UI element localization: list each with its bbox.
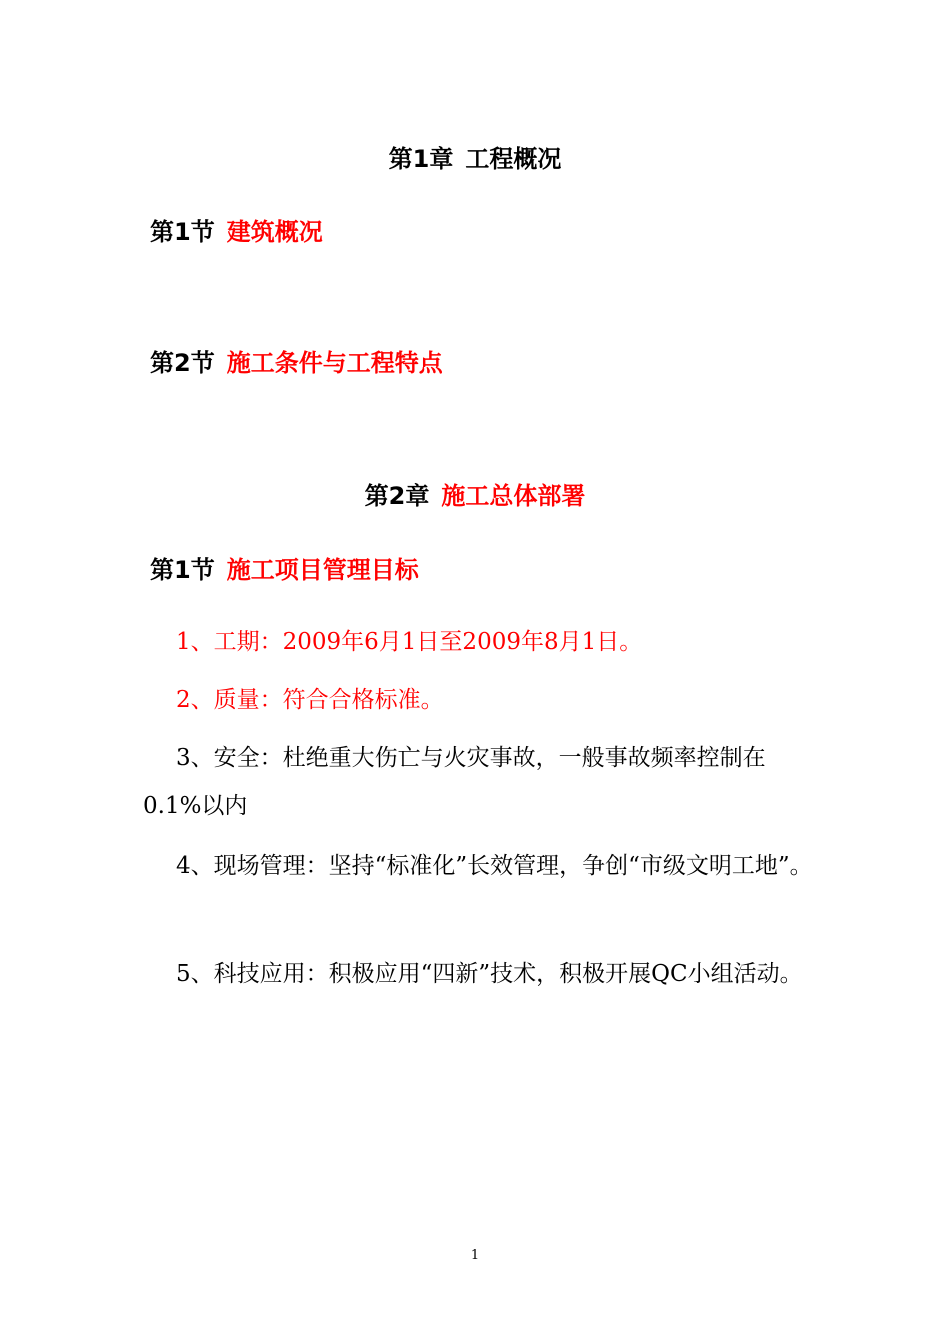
goal-technology: 5、科技应用：积极应用“四新”技术，积极开展QC小组活动。 [176,961,803,987]
page-number: 1 [470,1248,480,1263]
goal-schedule: 1、工期：2009年6月1日至2009年8月1日。 [176,629,643,655]
chapter-2-heading [0,481,950,511]
chapter-1-number: 第1章 [388,145,454,173]
goal-safety: 3、安全：杜绝重大伤亡与火灾事故，一般事故频率控制在0.1%以内 [143,745,766,819]
goal-quality: 2、质量：符合合格标准。 [176,687,444,713]
chapter-1-title: 工程概况 [465,145,562,173]
chapter-2-section-1-heading [150,555,419,585]
chapter-1-heading [0,144,950,174]
chapter-2-title: 施工总体部署 [441,482,586,510]
section-number: 第2节 [150,349,215,377]
section-title: 施工条件与工程特点 [226,349,443,377]
chapter-1-section-1-heading [150,217,323,247]
section-title: 施工项目管理目标 [226,556,419,584]
chapter-1-section-2-heading [150,348,443,378]
section-title: 建筑概况 [226,218,323,246]
chapter-2-number: 第2章 [364,482,430,510]
section-number: 第1节 [150,556,215,584]
goal-site-management: 4、现场管理：坚持“标准化”长效管理，争创“市级文明工地”。 [176,853,813,879]
section-number: 第1节 [150,218,215,246]
